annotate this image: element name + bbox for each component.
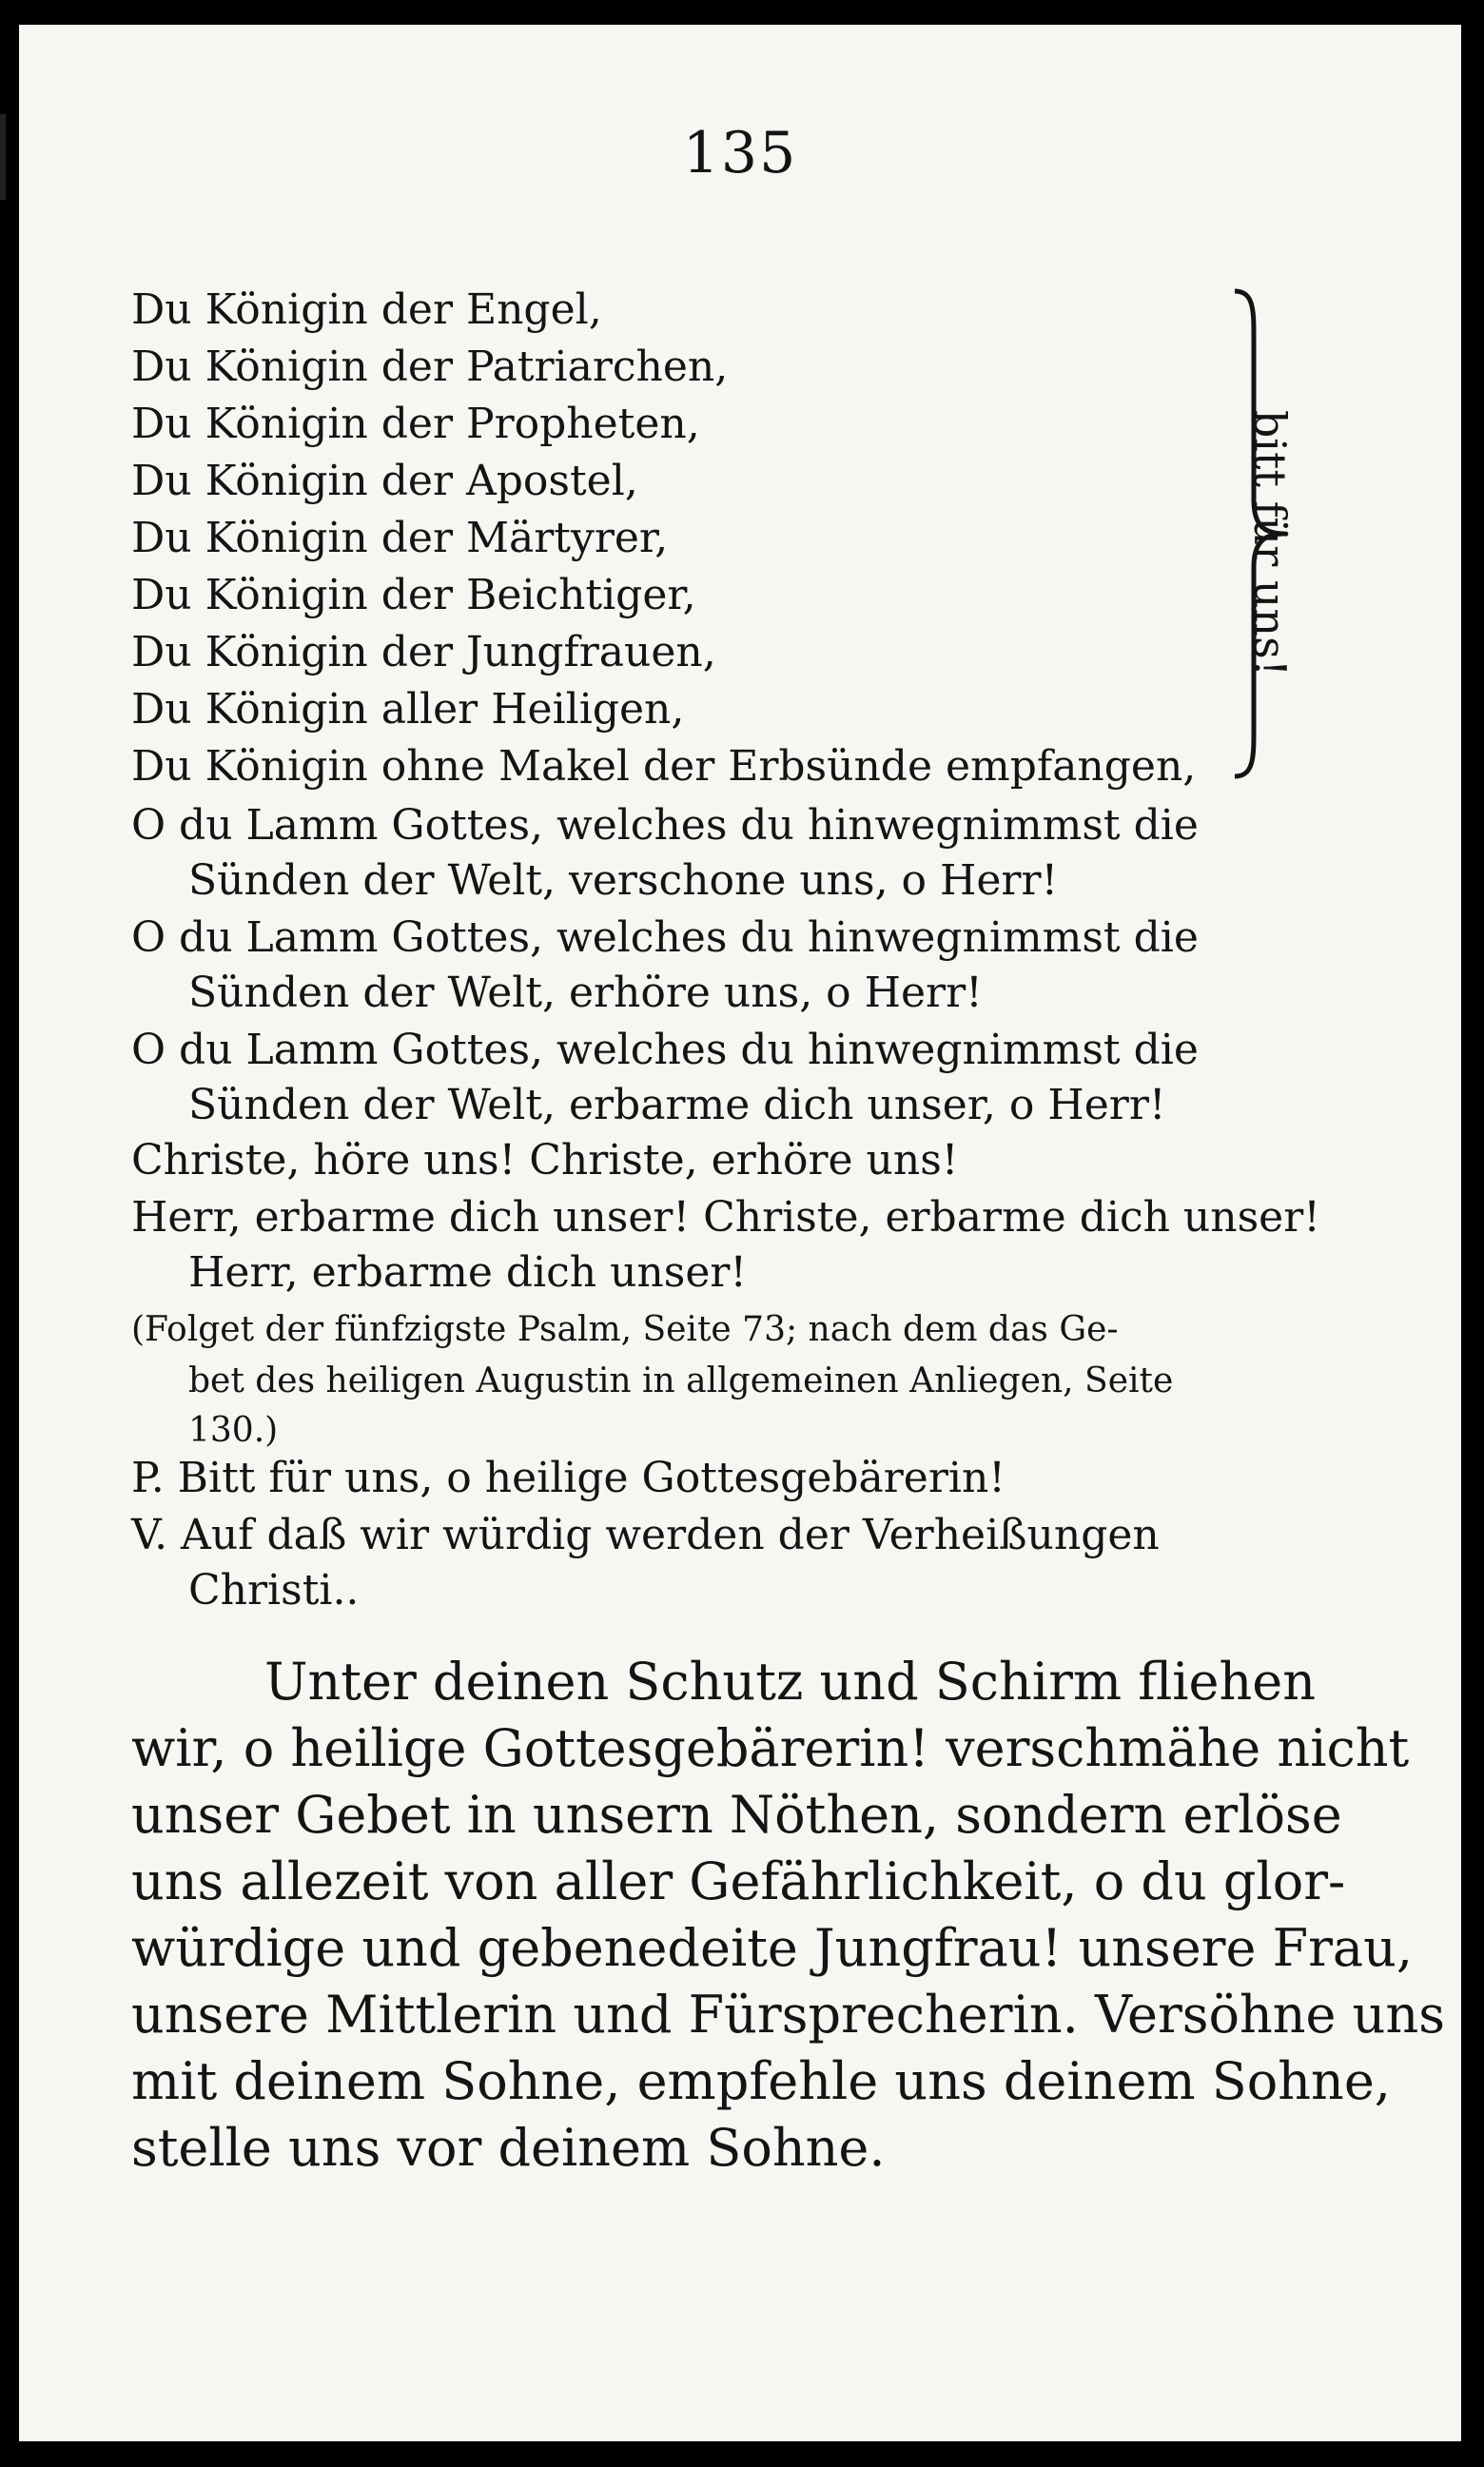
prayer-line: mit deinem Sohne, empfehle uns deinem Sohne, (131, 2051, 1391, 2111)
litany-response-text: bitt für uns! (1244, 409, 1297, 677)
litany-response (1244, 386, 1297, 700)
prayer-line: uns allezeit von aller Gefährlichkeit, o du glor- (131, 1851, 1346, 1911)
litany-line: Du Königin der Propheten, (131, 400, 700, 448)
prayer-line: unser Gebet in unsern Nöthen, sondern erlöse (131, 1785, 1342, 1845)
agnus-dei-line: O du Lamm Gottes, welches du hinwegnimmst die (131, 1026, 1199, 1074)
page-number: 135 (682, 120, 798, 186)
prayer-line: wir, o heilige Gottesgebärerin! verschmähe nicht (131, 1718, 1410, 1778)
binding-mark (0, 114, 6, 200)
agnus-dei-line: Sünden der Welt, verschone uns, o Herr! (188, 856, 1059, 905)
book-page (19, 25, 1461, 2441)
versicle-line: V. Auf daß wir würdig werden der Verheißungen (131, 1511, 1160, 1559)
litany-line: Du Königin aller Heiligen, (131, 685, 685, 734)
versicle-line: Christi.. (188, 1566, 360, 1615)
prayer-line: Unter deinen Schutz und Schirm fliehen (264, 1652, 1317, 1712)
kyrie-line: Herr, erbarme dich unser! (188, 1248, 748, 1297)
agnus-dei-line: O du Lamm Gottes, welches du hinwegnimmst die (131, 913, 1199, 962)
agnus-dei-line: Sünden der Welt, erhöre uns, o Herr! (188, 969, 983, 1017)
rubric-note-line: (Folget der fünfzigste Psalm, Seite 73; nach dem das Ge- (131, 1310, 1119, 1349)
agnus-dei-line: Sünden der Welt, erbarme dich unser, o Herr! (188, 1081, 1166, 1129)
kyrie-line: Herr, erbarme dich unser! Christe, erbarme dich unser! (131, 1193, 1320, 1242)
rubric-note-line: 130.) (188, 1411, 279, 1450)
kyrie-line: Christe, höre uns! Christe, erhöre uns! (131, 1136, 959, 1185)
litany-line: Du Königin der Jungfrauen, (131, 628, 716, 676)
rubric-note-line: bet des heiligen Augustin in allgemeinen Anliegen, Seite (188, 1361, 1174, 1400)
litany-line: Du Königin der Patriarchen, (131, 343, 729, 391)
litany-line: Du Königin der Engel, (131, 285, 602, 334)
versicle-line: P. Bitt für uns, o heilige Gottesgebärerin! (131, 1454, 1006, 1502)
prayer-line: würdige und gebenedeite Jungfrau! unsere Frau, (131, 1918, 1414, 1978)
litany-line: Du Königin der Märtyrer, (131, 514, 669, 562)
litany-line: Du Königin ohne Makel der Erbsünde empfangen, (131, 742, 1197, 791)
prayer-line: unsere Mittlerin und Fürsprecherin. Versöhne uns (131, 1985, 1445, 2045)
agnus-dei-line: O du Lamm Gottes, welches du hinwegnimmst die (131, 801, 1199, 850)
litany-line: Du Königin der Apostel, (131, 457, 638, 505)
litany-line: Du Königin der Beichtiger, (131, 571, 696, 619)
prayer-line: stelle uns vor deinem Sohne. (131, 2118, 886, 2178)
